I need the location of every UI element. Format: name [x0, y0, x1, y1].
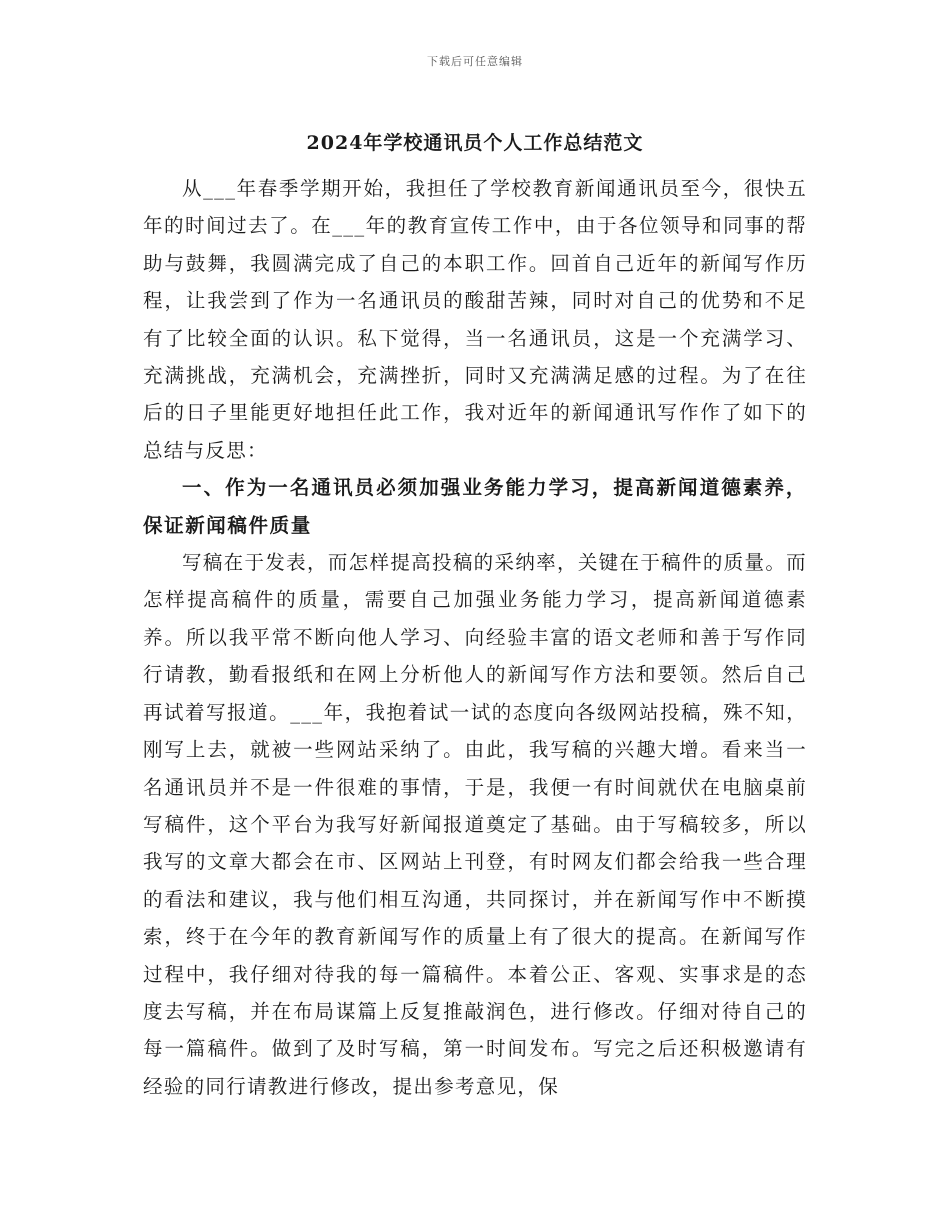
document-title: 2024年学校通讯员个人工作总结范文	[306, 132, 644, 154]
header-note: 下载后可任意编辑	[427, 55, 523, 68]
document-body	[143, 170, 807, 1105]
paragraph-section-1: 写稿在于发表，而怎样提高投稿的采纳率，关键在于稿件的质量。而怎样提高稿件的质量，需要自己加强业务能力学习，提高新闻道德素养。所以我平常不断向他人学习、向经验丰富的语文老师和善于写作同行请教，勤看报纸和在网上分析他人的新闻写作方法和要领。然后自己再试着写报道。___年，我抱着试一试的态度向各级网站投稿，殊不知，刚写上去，就被一些网站采纳了。由此，我写稿的兴趣大增。看来当一名通讯员并不是一件很难的事情，于是，我便一有时间就伏在电脑桌前写稿件，这个平台为我写好新闻报道奠定了基础。由于写稿较多，所以我写的文章大都会在市、区网站上刊登，有时网友们都会给我一些合理的看法和建议，我与他们相互沟通，共同探讨，并在新闻写作中不断摸索，终于在今年的教育新闻写作的质量上有了很大的提高。在新闻写作过程中，我仔细对待我的每一篇稿件。本着公正、客观、实事求是的态度去写稿，并在布局谋篇上反复推敲润色，进行修改。仔细对待自己的每一篇稿件。做到了及时写稿，第一时间发布。写完之后还积极邀请有经验的同行请教进行修改，提出参考意见，保	[143, 551, 807, 1098]
paragraph-intro: 从___年春季学期开始，我担任了学校教育新闻通讯员至今，很快五年的时间过去了。在___年的教育宣传工作中，由于各位领导和同事的帮助与鼓舞，我圆满完成了自己的本职工作。回首自己近年的新闻写作历程，让我尝到了作为一名通讯员的酸甜苦辣，同时对自己的优势和不足有了比较全面的认识。私下觉得，当一名通讯员，这是一个充满学习、充满挑战，充满机会，充满挫折，同时又充满满足感的过程。为了在往后的日子里能更好地担任此工作，我对近年的新闻通讯写作作了如下的总结与反思：	[143, 177, 807, 462]
section-heading-1: 一、作为一名通讯员必须加强业务能力学习，提高新闻道德素养，保证新闻稿件质量	[143, 476, 807, 537]
